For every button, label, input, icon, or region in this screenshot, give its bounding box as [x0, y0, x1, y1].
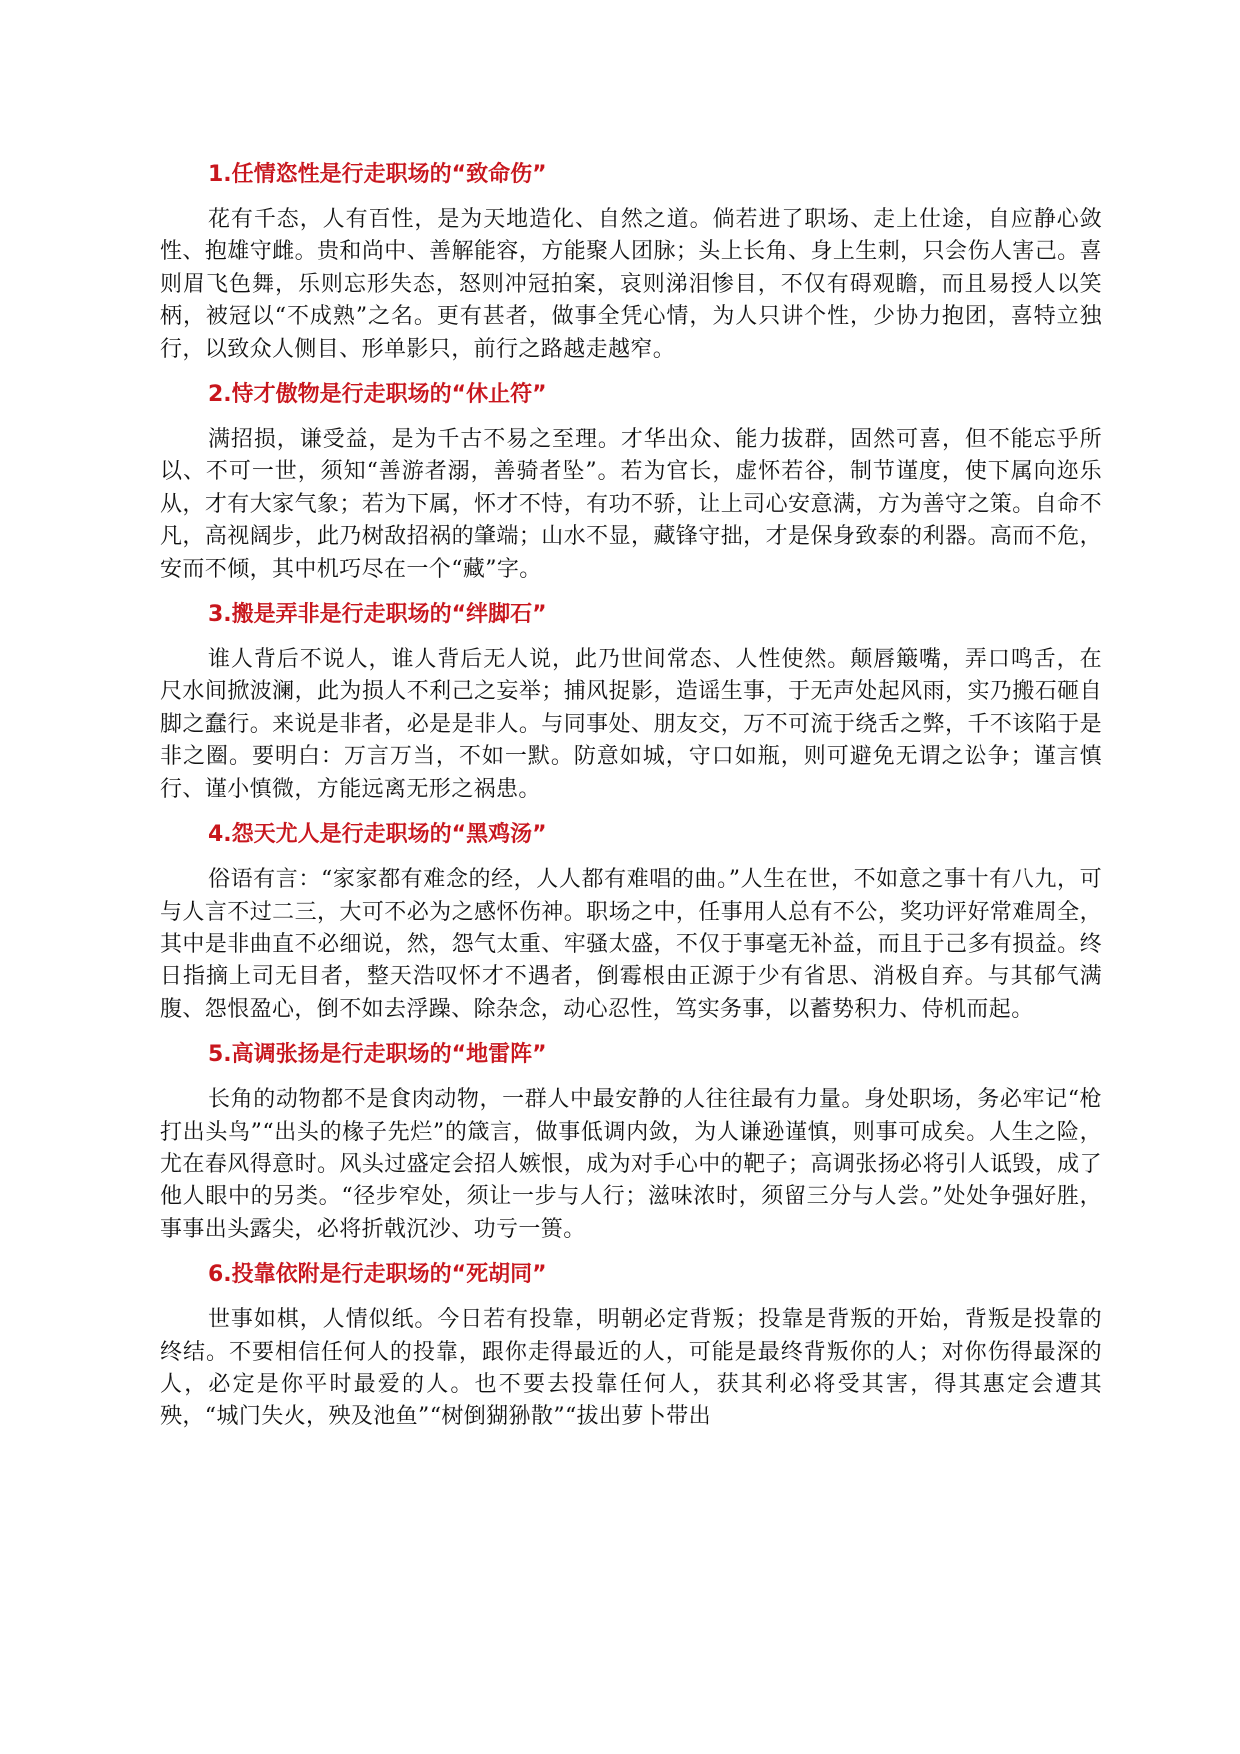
section-heading: 2.恃才傲物是行走职场的“休止符”	[208, 382, 547, 408]
section-5	[160, 1040, 1102, 1246]
section-paragraph: 长角的动物都不是食肉动物，一群人中最安静的人往往最有力量。身处职场，务必牢记“枪打出头鸟”“出头的椽子先烂”的箴言，做事低调内敛，为人谦逊谨慎，则事可成矣。人生之险，尤在春风得意时。风头过盛定会招人嫉恨，成为对手心中的靶子；高调张扬必将引人诋毁，成了他人眼中的另类。“径步窄处，须让一步与人行；滋味浓时，须留三分与人尝。”处处争强好胜，事事出头露尖，必将折戟沉沙、功亏一篑。	[160, 1087, 1102, 1242]
document-page	[160, 160, 1102, 1448]
section-heading: 5.高调张扬是行走职场的“地雷阵”	[208, 1042, 547, 1068]
section-1	[160, 160, 1102, 366]
section-4	[160, 820, 1102, 1026]
section-paragraph: 世事如棋，人情似纸。今日若有投靠，明朝必定背叛；投靠是背叛的开始，背叛是投靠的终结。不要相信任何人的投靠，跟你走得最近的人，可能是最终背叛你的人；对你伤得最深的人，必定是你平时最爱的人。也不要去投靠任何人，获其利必将受其害，得其惠定会遭其殃，“城门失火，殃及池鱼”“树倒猢狲散”“拔出萝卜带出	[160, 1307, 1102, 1430]
section-heading: 3.搬是弄非是行走职场的“绊脚石”	[208, 602, 547, 628]
section-3	[160, 600, 1102, 806]
section-paragraph: 满招损，谦受益，是为千古不易之至理。才华出众、能力拔群，固然可喜，但不能忘乎所以、不可一世，须知“善游者溺，善骑者坠”。若为官长，虚怀若谷，制节谨度，使下属向迩乐从，才有大家气象；若为下属，怀才不恃，有功不骄，让上司心安意满，方为善守之策。自命不凡，高视阔步，此乃树敌招祸的肇端；山水不显，藏锋守拙，才是保身致泰的利器。高而不危，安而不倾，其中机巧尽在一个“藏”字。	[160, 427, 1102, 582]
section-6	[160, 1260, 1102, 1434]
section-paragraph: 谁人背后不说人，谁人背后无人说，此乃世间常态、人性使然。颠唇簸嘴，弄口鸣舌，在尺水间掀波澜，此为损人不利己之妄举；捕风捉影，造谣生事，于无声处起风雨，实乃搬石砸自脚之蠢行。来说是非者，必是是非人。与同事处、朋友交，万不可流于绕舌之弊，千不该陷于是非之圈。要明白：万言万当，不如一默。防意如城，守口如瓶，则可避免无谓之讼争；谨言慎行、谨小慎微，方能远离无形之祸患。	[160, 647, 1102, 802]
section-heading: 4.怨天尤人是行走职场的“黑鸡汤”	[208, 822, 547, 848]
section-paragraph: 俗语有言：“家家都有难念的经，人人都有难唱的曲。”人生在世，不如意之事十有八九，可与人言不过二三，大可不必为之感怀伤神。职场之中，任事用人总有不公，奖功评好常难周全，其中是非曲直不必细说，然，怨气太重、牢骚太盛，不仅于事毫无补益，而且于己多有损益。终日指摘上司无目者，整天浩叹怀才不遇者，倒霉根由正源于少有省思、消极自弃。与其郁气满腹、怨恨盈心，倒不如去浮躁、除杂念，动心忍性，笃实务事，以蓄势积力、侍机而起。	[160, 867, 1102, 1022]
section-heading: 1.任情恣性是行走职场的“致命伤”	[208, 162, 547, 187]
section-2	[160, 380, 1102, 586]
section-heading: 6.投靠依附是行走职场的“死胡同”	[208, 1262, 547, 1288]
section-paragraph: 花有千态，人有百性，是为天地造化、自然之道。倘若进了职场、走上仕途，自应静心敛性、抱雄守雌。贵和尚中、善解能容，方能聚人团脉；头上长角、身上生刺，只会伤人害己。喜则眉飞色舞，乐则忘形失态，怒则冲冠拍案，哀则涕泪惨目，不仅有碍观瞻，而且易授人以笑柄，被冠以“不成熟”之名。更有甚者，做事全凭心情，为人只讲个性，少协力抱团，喜特立独行，以致众人侧目、形单影只，前行之路越走越窄。	[160, 207, 1102, 362]
